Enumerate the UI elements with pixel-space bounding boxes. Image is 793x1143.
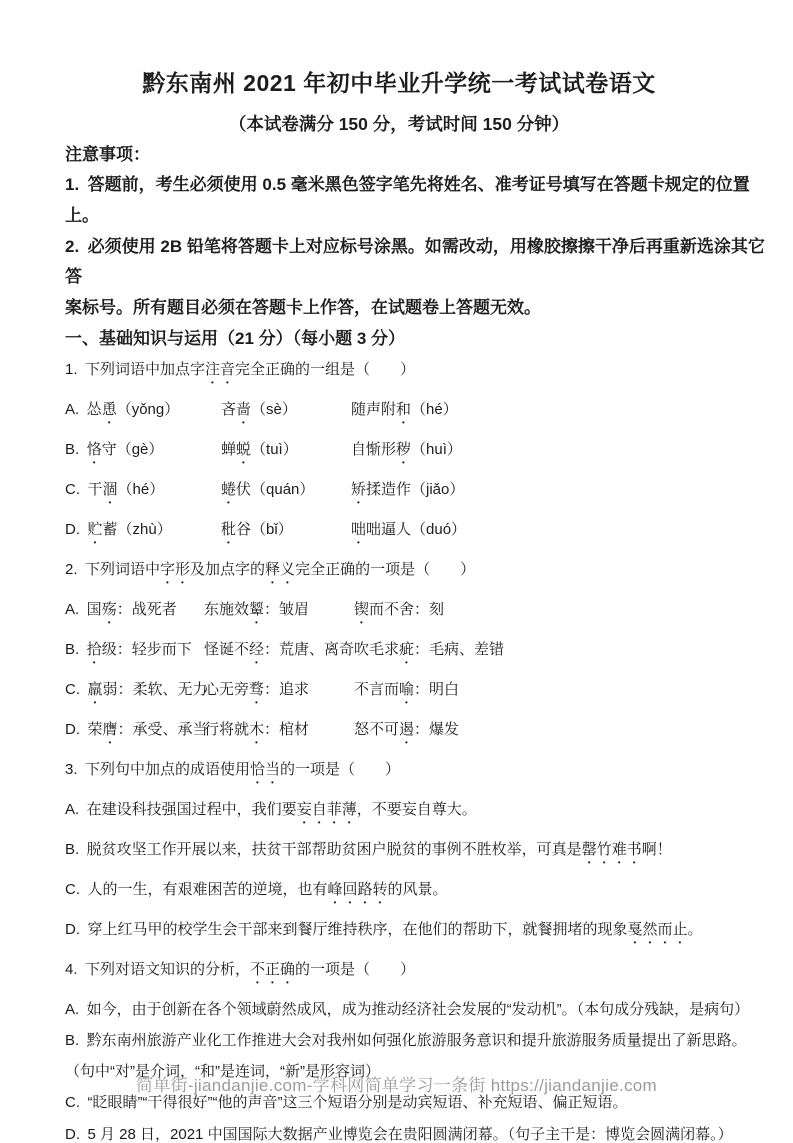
question-1-stem: 1. 下列词语中加点字注音完全正确的一组是（ ） [65, 360, 416, 378]
option-cell: 吹毛求疵：毛病、差错 [354, 640, 505, 658]
option-cell: 蜷伏（quán） [221, 480, 315, 498]
exam-title: 黔东南州 2021 年初中毕业升学统一考试试卷语文 [142, 70, 656, 96]
option-cell: 心无旁骛：追求 [204, 680, 310, 698]
option-cell: B. 拾级：轻步而下 [65, 640, 192, 658]
option-cell: 自惭形秽（huì） [351, 440, 462, 458]
question-1-option-c [65, 481, 733, 507]
question-2 [65, 561, 733, 747]
question-1-option-b [65, 441, 733, 467]
question-2-option-d [65, 721, 733, 747]
question-3-option-a: A. 在建设科技强国过程中，我们要妄自菲薄，不要妄自尊大。 [65, 800, 477, 818]
question-2-option-b [65, 641, 733, 667]
option-cell: 怪诞不经：荒唐、离奇 [204, 640, 355, 658]
option-cell: 咄咄逼人（duó） [351, 520, 467, 538]
question-4-option-d: D. 5 月 28 日，2021 中国国际大数据产业博览会在贵阳圆满闭幕。（句子主干是：博览会圆满闭幕。） [65, 1125, 733, 1143]
question-3-stem: 3. 下列句中加点的成语使用恰当的一项是（ ） [65, 760, 401, 778]
option-cell: 随声附和（hé） [351, 400, 458, 418]
question-2-option-c [65, 681, 733, 707]
question-4-stem: 4. 下列对语文知识的分析，不正确的一项是（ ） [65, 960, 416, 978]
option-cell: C. 羸弱：柔软、无力 [65, 680, 208, 698]
exam-subtitle: （本试卷满分 150 分，考试时间 150 分钟） [228, 113, 570, 134]
question-4 [65, 960, 750, 1143]
option-cell: 不言而喻：明白 [354, 680, 460, 698]
question-1 [65, 361, 733, 547]
notice-line-4: 答 [65, 267, 82, 287]
question-3-option-b: B. 脱贫攻坚工作开展以来，扶贫干部帮助贫困户脱贫的事例不胜枚举，可真是罄竹难书啊！ [65, 840, 672, 858]
question-4-option-c: C. “眨眼睛”“干得很好”“他的声音”这三个短语分别是动宾短语、补充短语、偏正短语。 [65, 1094, 628, 1112]
option-cell: D. 荣膺：承受、承当 [65, 720, 208, 738]
option-cell: 怒不可遏：爆发 [354, 720, 460, 738]
option-cell: 东施效颦：皱眉 [204, 600, 310, 618]
option-cell: 蝉蜕（tuì） [221, 440, 298, 458]
notice-line-2: 上。 [65, 206, 99, 226]
section-1-heading: 一、基础知识与运用（21 分）（每小题 3 分） [65, 328, 406, 348]
notice-line-5: 案标号。所有题目必须在答题卡上作答，在试题卷上答题无效。 [65, 298, 541, 318]
question-3-option-c: C. 人的一生，有艰难困苦的逆境，也有峰回路转的风景。 [65, 880, 448, 898]
question-4-option-a: A. 如今，由于创新在各个领域蔚然成风，成为推动经济社会发展的“发动机”。（本句成分残缺，是病句） [65, 1000, 750, 1018]
option-cell: C. 干涸（hé） [65, 480, 165, 498]
option-cell: 吝啬（sè） [221, 400, 297, 418]
question-4-option-b-note: （句中“对”是介词，“和”是连词，“新”是形容词） [65, 1063, 380, 1081]
notice-line-3: 2. 必须使用 2B 铅笔将答题卡上对应标号涂黑。如需改动，用橡胶擦擦干净后再重新选涂其它 [65, 236, 765, 256]
option-cell: 秕谷（bǐ） [221, 520, 293, 538]
option-cell: A. 怂恿（yǒng） [65, 400, 180, 418]
question-1-option-d [65, 521, 733, 547]
question-4-option-b: B. 黔东南州旅游产业化工作推进大会对我州如何强化旅游服务意识和提升旅游服务质量提出了新思路。 [65, 1031, 747, 1049]
option-cell: 矫揉造作（jiǎo） [351, 480, 465, 498]
option-cell: 行将就木：棺材 [204, 720, 310, 738]
question-3 [65, 761, 733, 947]
option-cell: B. 恪守（gè） [65, 440, 164, 458]
footer-watermark: 简单街-jiandanjie.com-学科网简单学习一条街 https://jiandanjie.com [135, 1076, 658, 1095]
notice-heading: 注意事项： [65, 144, 150, 164]
question-2-option-a [65, 601, 733, 627]
option-cell: A. 国殇：战死者 [65, 600, 177, 618]
option-cell: 锲而不舍：刻 [354, 600, 445, 618]
question-1-option-a [65, 401, 733, 427]
question-2-stem: 2. 下列词语中字形及加点字的释义完全正确的一项是（ ） [65, 560, 476, 578]
notice-line-1: 1. 答题前，考生必须使用 0.5 毫米黑色签字笔先将姓名、准考证号填写在答题卡规定的位置 [65, 175, 750, 195]
option-cell: D. 贮蓄（zhù） [65, 520, 172, 538]
question-3-option-d: D. 穿上红马甲的校学生会干部来到餐厅维持秩序，在他们的帮助下，就餐拥堵的现象戛然而止。 [65, 920, 703, 938]
